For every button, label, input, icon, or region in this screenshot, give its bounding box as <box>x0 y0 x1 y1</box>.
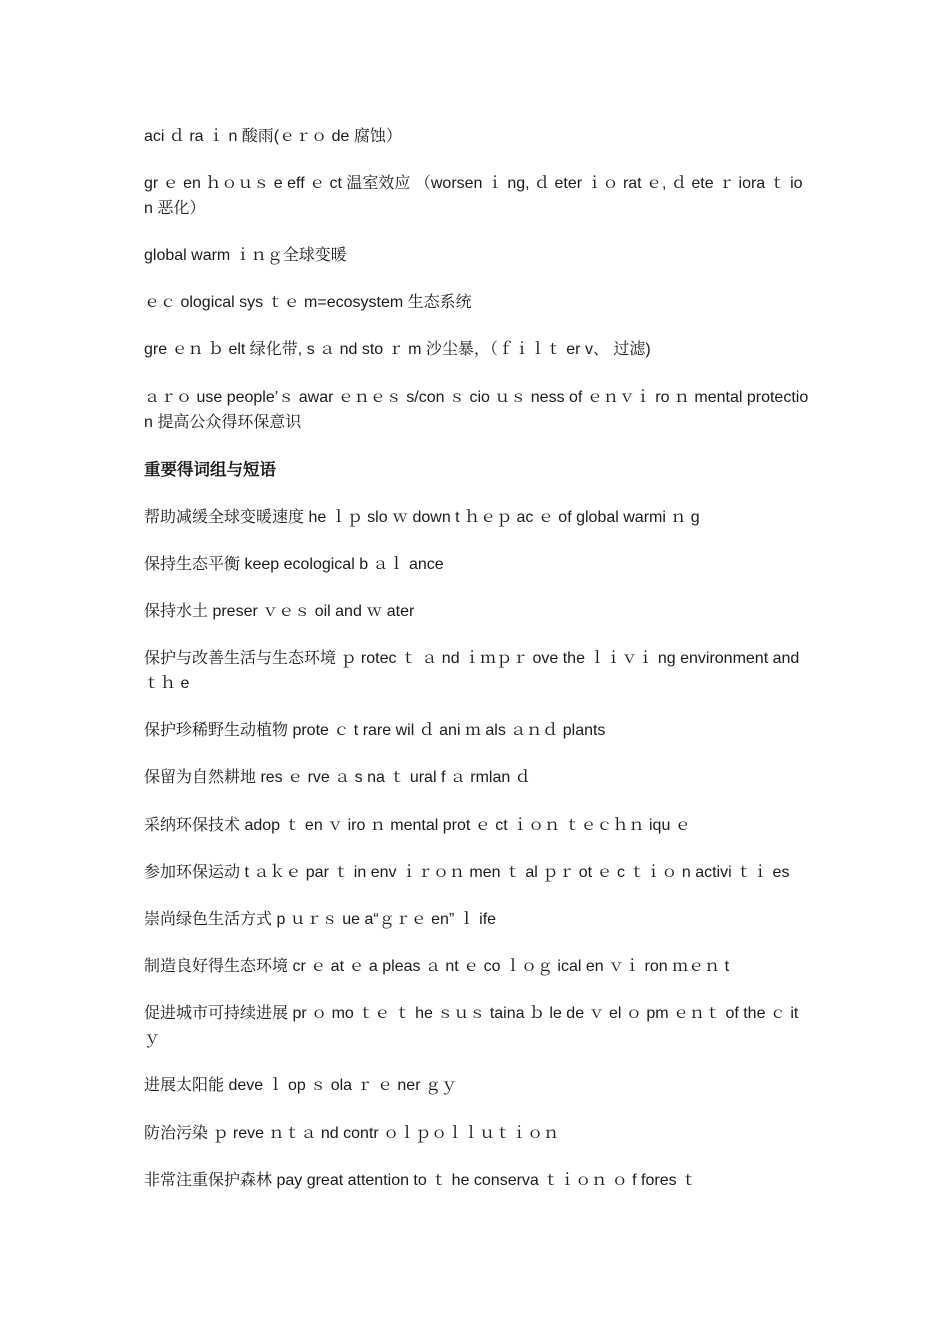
vocab-green-belt: gre ｅｎ ｂ elt 绿化带, s ａ nd sto ｒ m 沙尘暴，（ｆｉｌｔ er v、 过滤) <box>144 341 651 358</box>
vocab-global-warming: global warm ｉｎｇ全球变暖 <box>144 247 347 264</box>
phrase-item: 崇尚绿色生活方式 p ｕｒｓ ue a“ｇｒｅ en” ｌ ife <box>144 911 497 928</box>
phrase-item: 进展太阳能 deve ｌ op ｓ ola ｒ ｅ ner ｇｙ <box>144 1077 457 1094</box>
phrase-item: 促进城市可持续进展 pr ｏ mo ｔｅ ｔ he ｓｕｓ taina ｂ le de ｖ el ｏ pm ｅｎｔ of the ｃ it ｙ <box>144 1005 799 1047</box>
vocab-acid-rain: aci ｄ ra ｉ n 酸雨(ｅｒｏ de 腐蚀） <box>144 128 402 145</box>
phrase-item: 防治污染 ｐ reve ｎｔａ nd contr ｏｌｐｏｌｌｕｔｉｏｎ <box>144 1125 560 1142</box>
vocab-ecological-system: ｅｃ ological sys ｔｅ m=ecosystem 生态系统 <box>144 294 472 311</box>
phrase-item: 保护与改善生活与生态环境 ｐ rotec ｔ ａ nd ｉｍｐｒ ove the ｌｉｖｉ ng environment and ｔｈ e <box>144 650 800 692</box>
phrase-item: 保持水土 preser ｖｅｓ oil and ｗ ater <box>144 603 415 620</box>
phrase-item: 参加环保运动 t ａｋｅ par ｔ in env ｉｒｏｎ men ｔ al ｐｒ ot ｅ c ｔｉｏ n activi ｔｉ es <box>144 864 790 881</box>
phrase-item: 保护珍稀野生动植物 prote ｃ t rare wil ｄ ani ｍ als ａｎｄ plants <box>144 722 606 739</box>
vocab-arouse-awareness: ａｒｏ use people’ｓ awar ｅｎｅｓ s/con ｓ cio ｕｓ ness of ｅｎｖｉ ro ｎ mental protection 提高公众得环保意识 <box>144 389 809 431</box>
phrase-item: 制造良好得生态环境 cr ｅ at ｅ a pleas ａ nt ｅ co ｌｏｇ ical en ｖｉ ron ｍｅｎ t <box>144 958 730 975</box>
section-heading: 重要得词组与短语 <box>144 461 276 479</box>
vocab-greenhouse-effect: gr ｅ en ｈｏｕｓ e eff ｅ ct 温室效应 （worsen ｉ ng, ｄ eter ｉｏ rat ｅ, ｄ ete ｒ iora ｔ ion 恶化） <box>144 175 803 217</box>
phrase-item: 保持生态平衡 keep ecological b ａｌ ance <box>144 556 444 573</box>
phrase-item: 非常注重保护森林 pay great attention to ｔ he conserva ｔｉｏｎ ｏ f fores ｔ <box>144 1172 698 1189</box>
phrase-item: 采纳环保技术 adop ｔ en ｖ iro ｎ mental prot ｅ ct ｉｏｎ ｔｅｃｈｎ iqu ｅ <box>144 817 691 834</box>
phrase-item: 保留为自然耕地 res ｅ rve ａ s na ｔ ural f ａ rmlan ｄ <box>144 769 531 786</box>
phrase-item: 帮助减缓全球变暖速度 he ｌｐ slo ｗ down t ｈｅｐ ac ｅ of global warmi ｎ g <box>144 509 700 526</box>
